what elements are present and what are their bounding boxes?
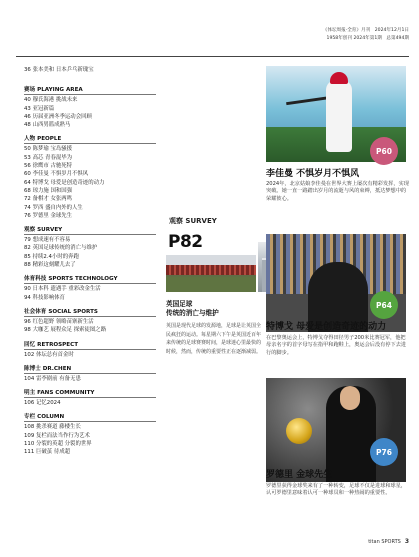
- toc-section-title: 观察 SURVEY: [24, 225, 156, 235]
- feature-title: [166, 300, 261, 318]
- toc-section-title: 社会体育 SOCIAL SPORTS: [24, 307, 156, 317]
- masthead-line-1: 《体坛周报·全育》月刊 2024年12月1日: [322, 28, 409, 33]
- toc-item[interactable]: 60 李佳曼 不惧岁月不惧风: [24, 171, 89, 178]
- brand-logo: titan SPORTS: [368, 539, 401, 545]
- toc-item[interactable]: 68 琼力施 国和国强: [24, 187, 73, 194]
- toc-item[interactable]: 79 想成速有不容易: [24, 237, 71, 244]
- toc-sections: [24, 85, 156, 456]
- toc-item[interactable]: 98 大咖艺 展程众足 探索徒图之路: [24, 327, 107, 334]
- toc-section-title: 回忆 RETROSPECT: [24, 340, 156, 350]
- toc-section: [24, 412, 156, 456]
- page-badge-p76[interactable]: P76: [370, 438, 398, 466]
- toc-item[interactable]: 72 备棋才 女张两鸣: [24, 196, 73, 203]
- page-badge-p64[interactable]: P64: [370, 291, 398, 319]
- toc-item[interactable]: 106 记忆2024: [24, 400, 61, 407]
- toc-section: [24, 307, 156, 335]
- page-footer: [368, 538, 409, 545]
- toc-item[interactable]: 94 科技影响体育: [24, 294, 65, 301]
- story-text-rodri: 罗德里获得金球奖来有了一种转变，足球不仅是进球和球星，认可罗德里意味着认可一种球员和一种热闹的重要性。: [266, 483, 407, 497]
- toc-section: [24, 340, 156, 359]
- toc-item[interactable]: 82 英国足球传统的消亡与维护: [24, 245, 98, 252]
- toc-section-title: 人物 PEOPLE: [24, 134, 156, 144]
- toc-item[interactable]: 36 张本美和 日本乒乓新瑰宝: [24, 67, 94, 73]
- toc-item[interactable]: 102 体坛总有首金时: [24, 351, 74, 358]
- toc-item[interactable]: 110 分裂的英超 分裂的世界: [24, 441, 92, 448]
- toc-item[interactable]: 56 徐鹰市 古驰死特: [24, 163, 73, 170]
- feature-title-line: 传统的消亡与维护: [166, 309, 219, 317]
- table-of-contents: [24, 66, 156, 462]
- feature-section-label: 观察 SURVEY: [169, 217, 217, 225]
- toc-item[interactable]: 53 高芯 青春混毕为: [24, 154, 73, 161]
- toc-section: [24, 364, 156, 383]
- toc-item[interactable]: 40 穆氏海港 挑战未来: [24, 97, 78, 104]
- page-number: 3: [404, 538, 409, 545]
- toc-item[interactable]: 43 亚冠新篇: [24, 105, 55, 112]
- toc-item[interactable]: 108 挑杀赛道 藤楼生长: [24, 424, 81, 431]
- stadium-photo: [166, 255, 256, 292]
- feature-text: 英国是现代足球的发源地，足球是让英国全民疯狂的运动。每星期六下午是英国近百年来传统的足球赛赛时间，是球迷心里最快的时候，然而，传统的重要性正在逐渐减弱。: [166, 323, 262, 355]
- toc-section-title: 陈博士 DR.CHEN: [24, 364, 156, 374]
- toc-section-title: 体育科技 SPORTS TECHNOLOGY: [24, 274, 156, 284]
- toc-section: [24, 388, 156, 407]
- toc-item[interactable]: 104 雷李剧前 有备无患: [24, 375, 81, 382]
- masthead-line-2: 1958年创刊 2024年第1期 总第494期: [326, 36, 409, 41]
- toc-item[interactable]: 96 红色超野 领略苗寨新生活: [24, 318, 94, 325]
- toc-item[interactable]: 109 复栏而法当作行为艺术: [24, 432, 90, 439]
- toc-item[interactable]: 85 持续2.4小时的奔跑: [24, 253, 79, 260]
- toc-section: [24, 85, 156, 129]
- toc-item[interactable]: 76 罗德里 金球先生: [24, 212, 73, 219]
- story-text-li-jiaman: 2024年，北京姑娘李佳曼在世界大赛上屡次有精彩发挥，实现突破。她一直一路踏出岁月的流逝与风的束缚，抵达梦想中的荣耀彼心。: [266, 181, 409, 202]
- story-title-rodri: 罗德里 金球先生: [266, 470, 333, 480]
- toc-item[interactable]: 64 特博戈 母爱是创造奇迹的动力: [24, 179, 105, 186]
- toc-section: [24, 134, 156, 220]
- toc-item[interactable]: 90 日本科 遗遇手 重彩改金生活: [24, 286, 101, 293]
- toc-item[interactable]: 50 陈梦瑜 宝岛骚援: [24, 146, 73, 153]
- toc-item[interactable]: 48 山西男篮成熟马: [24, 122, 71, 129]
- toc-item[interactable]: 88 精彩这刻耀儿去了: [24, 262, 76, 269]
- toc-section-title: 专栏 COLUMN: [24, 412, 156, 422]
- toc-section: [24, 274, 156, 302]
- top-divider: [16, 56, 409, 57]
- story-text-tebogo: 在巴黎奥运会上，特博戈夺得田径男子200米比赛冠军，他把母亲名字的首字母写在指甲和跑鞋上，奥运会后没有停下去进行的脚步。: [266, 335, 407, 356]
- story-title-li-jiaman: 李佳曼 不惧岁月不惧风: [266, 169, 360, 179]
- toc-item[interactable]: 111 巨破茧 待成超: [24, 449, 71, 456]
- story-title-tebogo: 特博戈 母爱是创造奇迹的动力: [266, 322, 387, 332]
- toc-item[interactable]: 74 罗西 盛自内外的人生: [24, 204, 83, 211]
- toc-section: [24, 225, 156, 269]
- page-badge-p60[interactable]: P60: [370, 137, 398, 165]
- feature-title-line: 英国足球: [166, 300, 193, 308]
- toc-item[interactable]: 46 历届亚洲冬季运动会回顾: [24, 113, 92, 120]
- feature-page-number: P82: [168, 232, 203, 252]
- toc-section-title: 赛场 PLAYING AREA: [24, 85, 156, 95]
- toc-section-title: 明主 FANS COMMUNITY: [24, 388, 156, 398]
